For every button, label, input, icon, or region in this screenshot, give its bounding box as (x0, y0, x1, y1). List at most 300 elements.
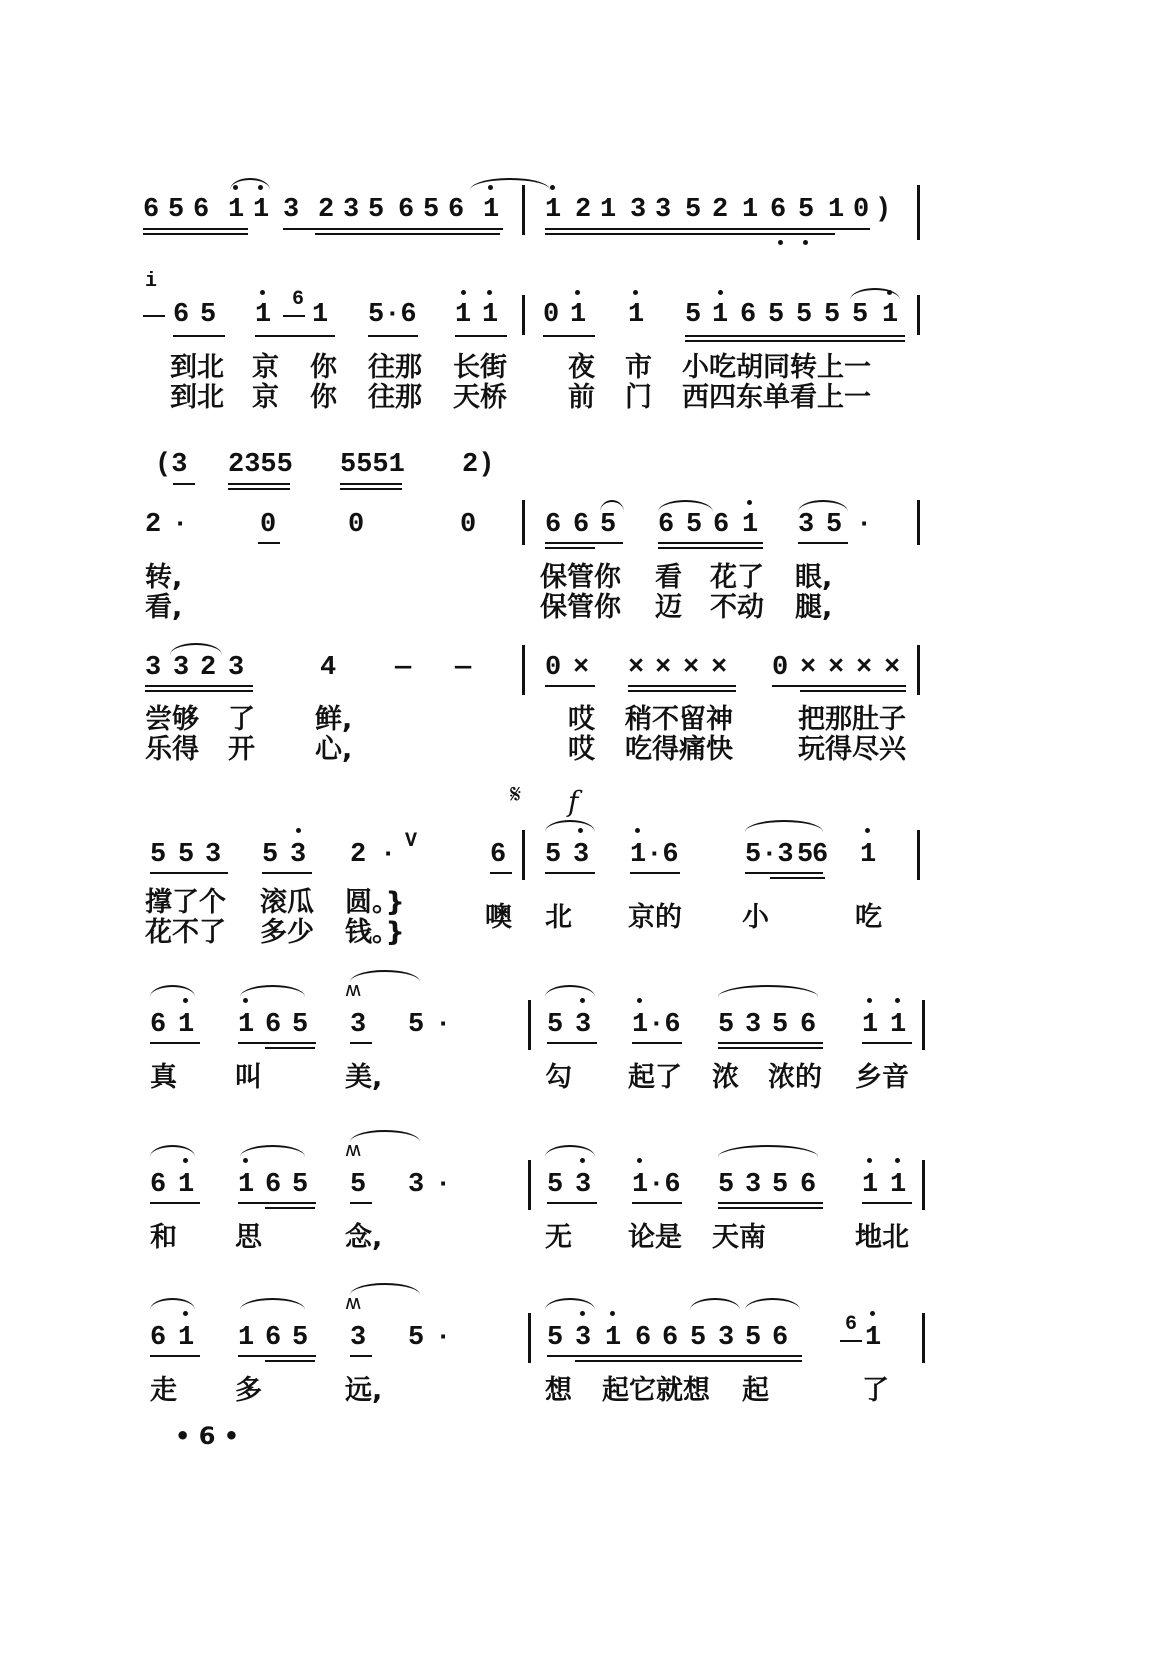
underline (265, 1360, 315, 1362)
note: 6 (545, 510, 562, 540)
note: × (573, 653, 590, 683)
slur (745, 1298, 800, 1310)
dot (183, 998, 188, 1003)
slur (658, 500, 713, 512)
note: · (435, 1170, 452, 1200)
lyric: 京的 (628, 902, 682, 933)
lyric: 看 (655, 562, 682, 593)
barline (917, 830, 920, 880)
dot (258, 185, 263, 190)
note: 5 (292, 1323, 309, 1353)
lyric: 稍不留神 (625, 704, 733, 735)
underline (228, 488, 290, 490)
note: 5 (547, 1323, 564, 1353)
lyric: 前 (568, 382, 595, 413)
note: 1 (228, 195, 245, 225)
slur (545, 1145, 595, 1157)
underline (490, 872, 512, 874)
barline (522, 830, 525, 880)
note: 3 (145, 653, 162, 683)
lyric: 远, (345, 1375, 383, 1406)
lyric: 浓的 (768, 1062, 822, 1093)
note: × (683, 653, 700, 683)
page-number: • 6 • (175, 1422, 240, 1450)
lyric: 噢 (485, 902, 512, 933)
slur (850, 288, 900, 300)
note: 6 (662, 1323, 679, 1353)
lyric: 无 (545, 1222, 572, 1253)
dot (243, 1158, 248, 1163)
underline (340, 483, 402, 485)
lyric: 真 (150, 1062, 177, 1093)
note: 6 (398, 195, 415, 225)
note: 6 (770, 195, 787, 225)
note: 5 (797, 840, 814, 870)
lyric: 到北 (170, 352, 224, 383)
lyric: 保管你 (540, 562, 621, 593)
lyric: 鲜, (315, 704, 353, 735)
lyric: 往那 (368, 352, 422, 383)
note: 1 (865, 1323, 882, 1353)
note: — (455, 653, 472, 683)
lyric: 心, (315, 734, 353, 765)
underline (265, 1047, 315, 1049)
note: × (800, 653, 817, 683)
note: 6 (150, 1010, 167, 1040)
note: 3 (205, 840, 222, 870)
note: 3 (290, 840, 307, 870)
note: 1 (255, 300, 272, 330)
system-5 (0, 780, 1170, 950)
underline (628, 690, 736, 692)
system-3 (0, 450, 1170, 623)
lyric: 想 (545, 1375, 572, 1406)
dot (718, 290, 723, 295)
underline (143, 228, 248, 230)
dot (895, 1158, 900, 1163)
note: 3 (350, 1010, 367, 1040)
note: 3 (408, 1170, 425, 1200)
note: 6 (772, 1323, 789, 1353)
note: 6 (143, 195, 160, 225)
note: 6 (150, 1170, 167, 1200)
underline (630, 872, 680, 874)
lyric: 天南 (712, 1222, 766, 1253)
barline (917, 645, 920, 695)
lyric: 保管你 (540, 592, 621, 623)
lyric: 不动 (710, 592, 764, 623)
system-6 (0, 965, 1170, 1095)
note: 3 (343, 195, 360, 225)
note: 1 (238, 1010, 255, 1040)
slur (150, 985, 195, 997)
note: 6 (713, 510, 730, 540)
note: 5 (772, 1010, 789, 1040)
note: 5 (690, 1323, 707, 1353)
note: 1 (628, 300, 645, 330)
note: 1 (178, 1170, 195, 1200)
underline (283, 228, 503, 230)
dot (183, 1158, 188, 1163)
lyric: 叫 (235, 1062, 262, 1093)
dot (233, 185, 238, 190)
note: 5 (798, 195, 815, 225)
tie-mark (840, 1340, 862, 1342)
note: 5 (292, 1010, 309, 1040)
note: 0 (348, 510, 365, 540)
mordent-icon: ʍ (345, 1290, 362, 1314)
note: 1 (178, 1010, 195, 1040)
note: 6 (845, 1313, 858, 1336)
lyric: 看, (145, 592, 183, 623)
note: × (655, 653, 672, 683)
underline (350, 1355, 372, 1357)
underline (150, 1042, 200, 1044)
dot (260, 290, 265, 295)
barline (528, 1000, 531, 1050)
dot (778, 240, 783, 245)
note: 5 (547, 1170, 564, 1200)
barline (922, 1160, 925, 1210)
slur (690, 1298, 740, 1310)
dot (867, 1158, 872, 1163)
underline (547, 1202, 597, 1204)
note: 5 (768, 300, 785, 330)
system-7 (0, 1125, 1170, 1255)
lyric: 眼, (795, 562, 833, 593)
note: 5 (745, 1323, 762, 1353)
note: 6 (658, 510, 675, 540)
note: 3 (575, 1010, 592, 1040)
lyric: 花了 (710, 562, 764, 593)
note: 0 (772, 653, 789, 683)
underline (173, 335, 225, 337)
forte-mark: f (568, 785, 579, 818)
note: 0 (543, 300, 560, 330)
lyric: 京 (252, 352, 279, 383)
note: 0 (460, 510, 477, 540)
note: 5 (168, 195, 185, 225)
note: 1 (455, 300, 472, 330)
dot (803, 240, 808, 245)
underline (545, 233, 835, 235)
note: 0 (545, 653, 562, 683)
lyric: 撑了个 (145, 887, 226, 918)
underline (575, 1360, 802, 1362)
dot (610, 1311, 615, 1316)
lyric: 你 (310, 352, 337, 383)
system-4 (0, 635, 1170, 765)
note: 2 (712, 195, 729, 225)
dot (580, 1311, 585, 1316)
note: 1 (882, 300, 899, 330)
barline (522, 295, 525, 335)
note: × (856, 653, 873, 683)
note: 3 (575, 1170, 592, 1200)
note: 3 (655, 195, 672, 225)
dot (550, 185, 555, 190)
note: 5 (824, 300, 841, 330)
lyric: 滚瓜 (260, 887, 314, 918)
slur (718, 1145, 818, 1157)
underline (350, 1042, 372, 1044)
barline (528, 1160, 531, 1210)
dot (578, 828, 583, 833)
note: 5 (685, 300, 702, 330)
slur (798, 500, 848, 512)
dot (637, 998, 642, 1003)
note: 2 (200, 653, 217, 683)
note: 3 (745, 1010, 762, 1040)
underline (455, 335, 507, 337)
dot (487, 290, 492, 295)
note: 2 (145, 510, 162, 540)
note: 1 (482, 300, 499, 330)
note: 1 (545, 195, 562, 225)
slur (240, 1298, 305, 1310)
barline (917, 295, 920, 335)
lyric: 你 (310, 382, 337, 413)
note: 1 (862, 1170, 879, 1200)
lyric: 小 (742, 902, 769, 933)
note: 3 (173, 653, 190, 683)
lyric: 了 (228, 704, 255, 735)
note: 5 (408, 1010, 425, 1040)
lyric: 转, (145, 562, 183, 593)
slur (150, 1298, 195, 1310)
note: 3 (718, 1323, 735, 1353)
system-1 (0, 160, 1170, 250)
note: × (628, 653, 645, 683)
note: 1·6 (632, 1010, 681, 1040)
lyric: 尝够 (145, 704, 199, 735)
slur (240, 1145, 305, 1157)
dot (183, 1311, 188, 1316)
lyric: 美, (345, 1062, 383, 1093)
note: 5·3 (745, 840, 794, 870)
underline (718, 1042, 823, 1044)
note: · (435, 1323, 452, 1353)
note: i (145, 270, 158, 293)
slur (718, 985, 818, 997)
breath-mark: V (405, 830, 418, 853)
dot (895, 998, 900, 1003)
note: 3 (228, 653, 245, 683)
slur (600, 500, 624, 512)
note: 1 (178, 1323, 195, 1353)
underline (315, 233, 500, 235)
note: 5 (685, 195, 702, 225)
underline (547, 1355, 802, 1357)
barline (917, 185, 920, 240)
underline (545, 228, 870, 230)
note: · (172, 510, 189, 540)
intro-note: 5551 (340, 450, 405, 480)
slur (470, 178, 550, 190)
note: 1 (570, 300, 587, 330)
lyric: 哎 (568, 734, 595, 765)
underline (350, 1202, 372, 1204)
dot (870, 1311, 875, 1316)
lyric: 论是 (628, 1222, 682, 1253)
note: 3 (798, 510, 815, 540)
underline (772, 685, 906, 687)
segno-icon: 𝄋 (510, 780, 522, 810)
note: 0 (260, 510, 277, 540)
lyric: 多 (235, 1375, 262, 1406)
dot (635, 828, 640, 833)
barline (522, 645, 525, 695)
note: 1 (238, 1170, 255, 1200)
lyric: 到北 (170, 382, 224, 413)
note: 6 (265, 1323, 282, 1353)
note: 1 (742, 510, 759, 540)
lyric: 勾 (545, 1062, 572, 1093)
slur (545, 820, 595, 832)
note: 1 (253, 195, 270, 225)
dot (747, 500, 752, 505)
note: 1 (483, 195, 500, 225)
underline (800, 690, 906, 692)
lyric: 起了 (628, 1062, 682, 1093)
note: 5 (423, 195, 440, 225)
note: 6 (635, 1323, 652, 1353)
barline (922, 1313, 925, 1363)
note: 3 (575, 1323, 592, 1353)
note: 6 (173, 300, 190, 330)
slur (350, 970, 420, 982)
underline (718, 1047, 823, 1049)
underline (173, 483, 195, 485)
underline (238, 1202, 316, 1204)
note: 5 (368, 195, 385, 225)
note: 5·6 (368, 300, 417, 330)
note: 5 (408, 1323, 425, 1353)
note: · (856, 510, 873, 540)
lyric: 夜 (568, 352, 595, 383)
note: 3 (573, 840, 590, 870)
mordent-icon: ʍ (345, 977, 362, 1001)
note: 1·6 (632, 1170, 681, 1200)
underline (228, 483, 290, 485)
lyric: 钱。} (345, 917, 405, 948)
dot (867, 998, 872, 1003)
note: 1 (828, 195, 845, 225)
underline (150, 1202, 200, 1204)
lyric: 往那 (368, 382, 422, 413)
underline (685, 340, 905, 342)
lyric: 多少 (260, 917, 314, 948)
dot (243, 998, 248, 1003)
note: ) (875, 195, 892, 225)
lyric: 浓 (712, 1062, 739, 1093)
note: 5 (718, 1010, 735, 1040)
barline (522, 500, 525, 545)
note: 6 (800, 1170, 817, 1200)
note: 6 (265, 1010, 282, 1040)
lyric: 小吃胡同转上一 (682, 352, 871, 383)
slur (350, 1283, 420, 1295)
lyric: 京 (252, 382, 279, 413)
lyric: 哎 (568, 704, 595, 735)
note: 6 (800, 1010, 817, 1040)
lyric: 吃 (855, 902, 882, 933)
lyric: 念, (345, 1222, 383, 1253)
lyric: 乐得 (145, 734, 199, 765)
note: 5 (350, 1170, 367, 1200)
note: 5 (718, 1170, 735, 1200)
slur (545, 985, 595, 997)
note: 6 (448, 195, 465, 225)
note: 5 (150, 840, 167, 870)
underline (368, 335, 418, 337)
lyric: 把那肚子 (798, 704, 906, 735)
note: 5 (686, 510, 703, 540)
lyric: 吃得痛快 (625, 734, 733, 765)
underline (547, 1042, 597, 1044)
underline (545, 542, 623, 544)
note: 2 (575, 195, 592, 225)
barline (922, 1000, 925, 1050)
slur (745, 820, 823, 832)
note: 6 (265, 1170, 282, 1200)
underline (543, 335, 595, 337)
underline (143, 233, 248, 235)
note: × (884, 653, 901, 683)
intro-note: 2355 (228, 450, 293, 480)
lyric: 玩得尽兴 (798, 734, 906, 765)
note: · (380, 840, 397, 870)
note: 5 (600, 510, 617, 540)
lyric: 北 (545, 902, 572, 933)
dot (580, 1158, 585, 1163)
lyric: 和 (150, 1222, 177, 1253)
note: 5 (852, 300, 869, 330)
lyric: 开 (228, 734, 255, 765)
dot (580, 998, 585, 1003)
lyric: 花不了 (145, 917, 226, 948)
underline (545, 547, 595, 549)
underline (770, 877, 825, 879)
lyric: 思 (235, 1222, 262, 1253)
underline (718, 1202, 823, 1204)
lyric: 迈 (655, 592, 682, 623)
note: 6 (150, 1323, 167, 1353)
note: 5 (200, 300, 217, 330)
tie-mark (283, 315, 305, 317)
underline (150, 872, 228, 874)
dot (296, 828, 301, 833)
note: 1 (862, 1010, 879, 1040)
note: 3 (283, 195, 300, 225)
underline (862, 1202, 912, 1204)
slur (350, 1130, 420, 1142)
slur (240, 985, 305, 997)
note: 0 (853, 195, 870, 225)
note: 1 (890, 1170, 907, 1200)
dot (633, 290, 638, 295)
note: 1 (890, 1010, 907, 1040)
lyric: 了 (862, 1375, 889, 1406)
note: 5 (545, 840, 562, 870)
dot (461, 290, 466, 295)
barline (528, 1313, 531, 1363)
intro-note: 2) (462, 450, 495, 480)
note: 5 (796, 300, 813, 330)
note: 1·6 (630, 840, 679, 870)
underline (545, 872, 595, 874)
note: 5 (547, 1010, 564, 1040)
